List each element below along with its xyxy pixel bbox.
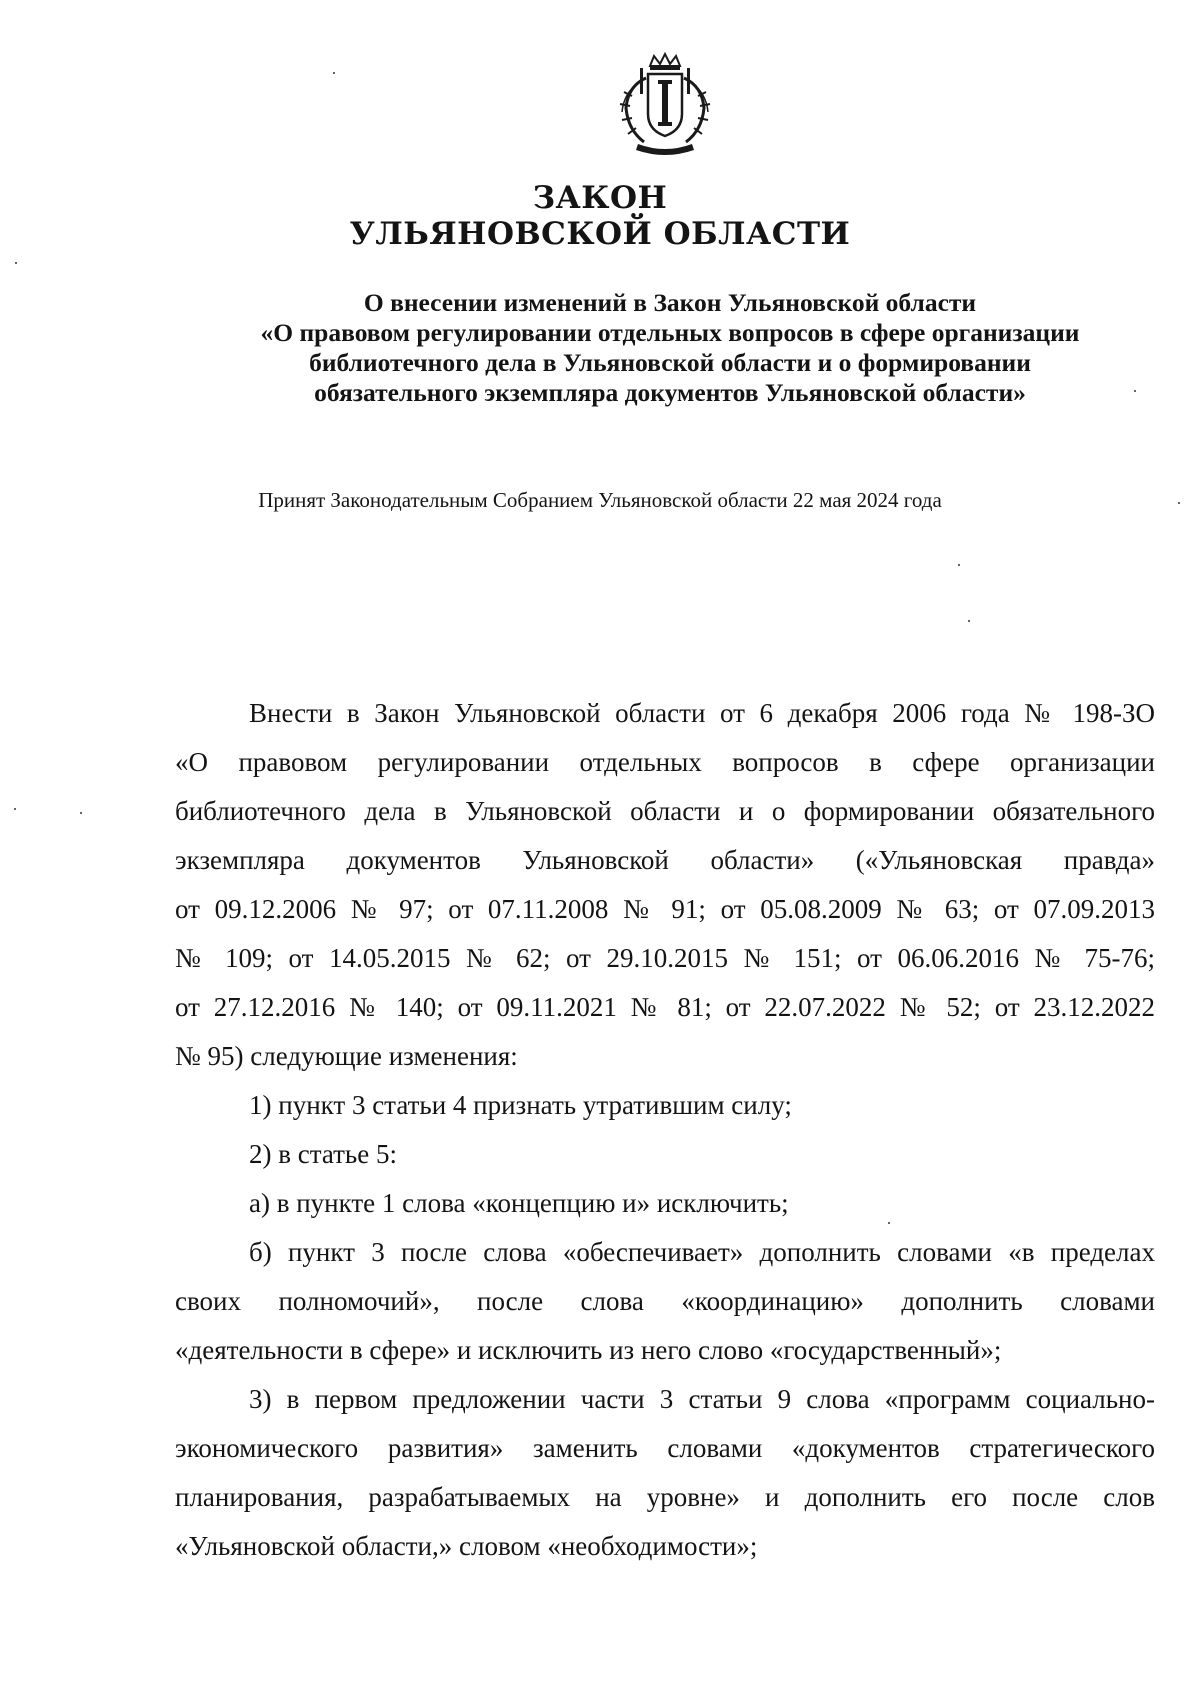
scan-speck bbox=[1134, 390, 1136, 392]
body-line: планирования, разрабатываемых на уровне» и дополнить его после слов bbox=[175, 1482, 1155, 1512]
body-line: 2) в статье 5: bbox=[249, 1139, 397, 1169]
scan-speck bbox=[14, 808, 16, 810]
body-line: «Ульяновской области,» словом «необходимости»; bbox=[175, 1531, 758, 1561]
subject-line: библиотечного дела в Ульяновской области и о формировании bbox=[309, 348, 1031, 377]
scan-speck bbox=[15, 262, 17, 264]
body-line: 3) в первом предложении части 3 статьи 9 слова «программ социально- bbox=[249, 1384, 1155, 1414]
body-line: Внести в Закон Ульяновской области от 6 декабря 2006 года № 198-ЗО bbox=[249, 698, 1155, 728]
body-line: «О правовом регулировании отдельных вопросов в сфере организации bbox=[175, 747, 1155, 777]
body-line: а) в пункте 1 слова «концепцию и» исключить; bbox=[249, 1188, 789, 1218]
scan-speck bbox=[968, 620, 970, 622]
body-line: экземпляра документов Ульяновской области» («Ульяновская правда» bbox=[175, 845, 1155, 875]
body-line: 1) пункт 3 статьи 4 признать утратившим силу; bbox=[249, 1090, 792, 1120]
scan-speck bbox=[958, 564, 960, 566]
scan-speck bbox=[888, 1222, 890, 1224]
law-body bbox=[175, 689, 1155, 1571]
coat-of-arms-emblem bbox=[610, 52, 720, 162]
body-line: библиотечного дела в Ульяновской области и о формировании обязательного bbox=[175, 796, 1155, 826]
body-line: № 109; от 14.05.2015 № 62; от 29.10.2015 № 151; от 06.06.2016 № 75-76; bbox=[175, 943, 1155, 973]
subject-line: О внесении изменений в Закон Ульяновской области bbox=[363, 288, 977, 317]
scan-speck bbox=[333, 72, 335, 74]
subject-line: «О правовом регулировании отдельных вопросов в сфере организации bbox=[260, 318, 1080, 347]
scan-speck bbox=[80, 812, 82, 814]
body-line: экономического развития» заменить словами «документов стратегического bbox=[175, 1433, 1155, 1463]
body-line: от 09.12.2006 № 97; от 07.11.2008 № 91; от 05.08.2009 № 63; от 07.09.2013 bbox=[175, 894, 1155, 924]
body-line: б) пункт 3 после слова «обеспечивает» дополнить словами «в пределах bbox=[249, 1237, 1155, 1267]
body-line: «деятельности в сфере» и исключить из него слово «государственный»; bbox=[175, 1335, 1002, 1365]
subject-line: обязательного экземпляра документов Ульяновской области» bbox=[314, 378, 1026, 407]
body-line: от 27.12.2016 № 140; от 09.11.2021 № 81; от 22.07.2022 № 52; от 23.12.2022 bbox=[175, 992, 1155, 1022]
law-subject bbox=[175, 288, 1165, 408]
adoption-note: Принят Законодательным Собранием Ульяновской области 22 мая 2024 года bbox=[258, 488, 942, 512]
body-line: № 95) следующие изменения: bbox=[175, 1041, 518, 1071]
law-title-line2: УЛЬЯНОВСКОЙ ОБЛАСТИ bbox=[349, 216, 851, 252]
scan-speck bbox=[1178, 502, 1180, 504]
law-title-line1: ЗАКОН bbox=[532, 180, 668, 216]
body-line: своих полномочий», после слова «координацию» дополнить словами bbox=[175, 1286, 1155, 1316]
